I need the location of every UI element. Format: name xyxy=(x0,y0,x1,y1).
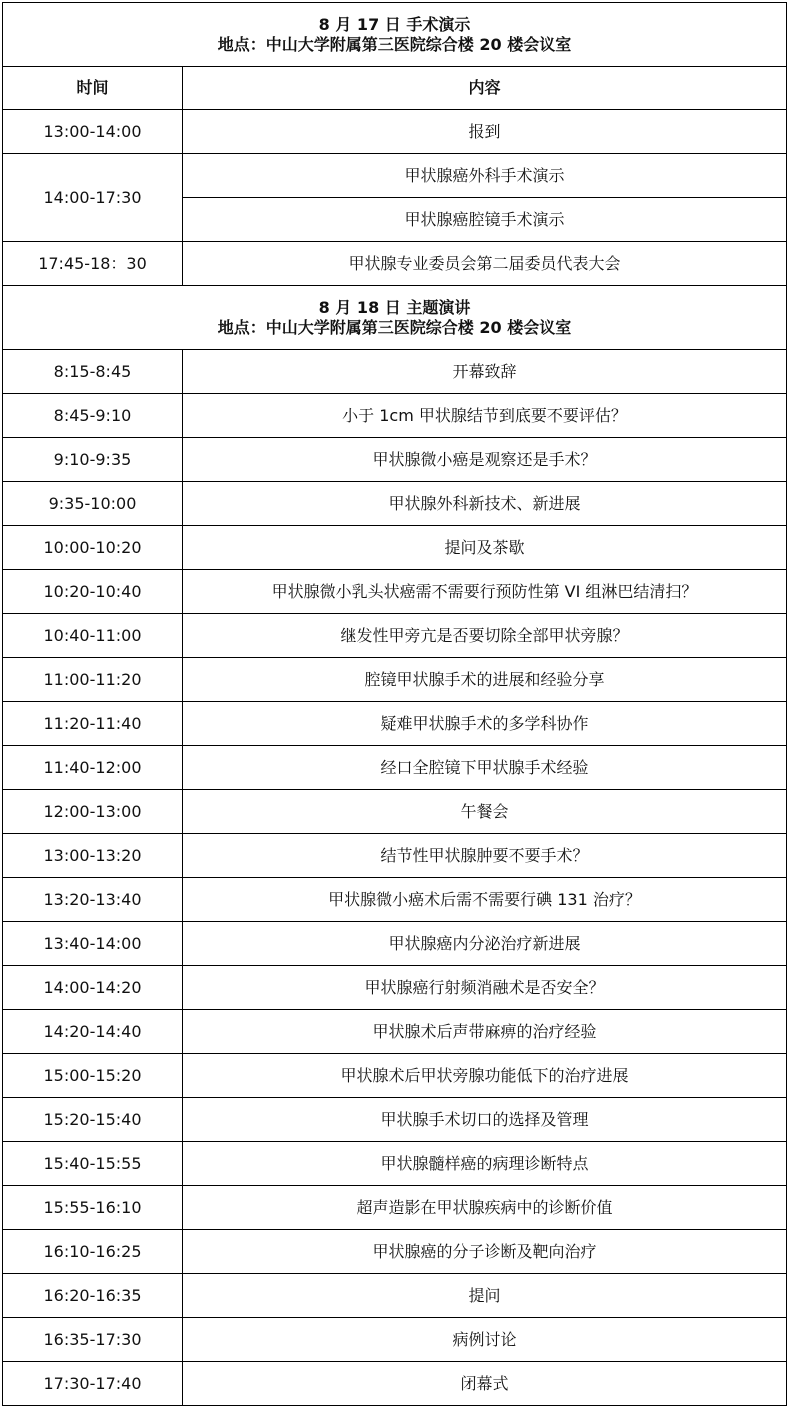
session-topic: 甲状腺癌内分泌治疗新进展 xyxy=(183,922,787,966)
table-row xyxy=(3,1274,787,1318)
day1-row-content: 报到 xyxy=(183,110,787,154)
session-time: 16:20-16:35 xyxy=(3,1274,183,1318)
session-time: 15:55-16:10 xyxy=(3,1186,183,1230)
day1-row-content: 甲状腺癌腔镜手术演示 xyxy=(183,198,787,242)
session-time: 10:40-11:00 xyxy=(3,614,183,658)
day1-row-content: 甲状腺癌外科手术演示 xyxy=(183,154,787,198)
session-time: 15:40-15:55 xyxy=(3,1142,183,1186)
session-time: 9:10-9:35 xyxy=(3,438,183,482)
day1-location: 地点：中山大学附属第三医院综合楼 20 楼会议室 xyxy=(217,34,572,54)
session-time: 8:45-9:10 xyxy=(3,394,183,438)
session-time: 14:00-14:20 xyxy=(3,966,183,1010)
table-row xyxy=(3,790,787,834)
session-topic: 腔镜甲状腺手术的进展和经验分享 xyxy=(183,658,787,702)
session-topic: 甲状腺微小癌术后需不需要行碘 131 治疗？ xyxy=(183,878,787,922)
table-row xyxy=(3,746,787,790)
day1-row-time: 13:00-14:00 xyxy=(3,110,183,154)
session-topic: 开幕致辞 xyxy=(183,350,787,394)
day1-row-time: 14:00-17:30 xyxy=(3,154,183,242)
session-time: 8:15-8:45 xyxy=(3,350,183,394)
table-row xyxy=(3,482,787,526)
table-row xyxy=(3,570,787,614)
session-topic: 提问及茶歇 xyxy=(183,526,787,570)
table-row xyxy=(3,1318,787,1362)
table-row xyxy=(3,438,787,482)
session-time: 14:20-14:40 xyxy=(3,1010,183,1054)
table-row xyxy=(3,1054,787,1098)
session-time: 15:20-15:40 xyxy=(3,1098,183,1142)
session-topic: 甲状腺术后甲状旁腺功能低下的治疗进展 xyxy=(183,1054,787,1098)
session-time: 16:35-17:30 xyxy=(3,1318,183,1362)
session-time: 10:20-10:40 xyxy=(3,570,183,614)
day1-row-time: 17:45-18：30 xyxy=(3,242,183,286)
session-topic: 甲状腺手术切口的选择及管理 xyxy=(183,1098,787,1142)
session-time: 15:00-15:20 xyxy=(3,1054,183,1098)
table-row xyxy=(3,834,787,878)
session-topic: 小于 1cm 甲状腺结节到底要不要评估？ xyxy=(183,394,787,438)
time-column-header: 时间 xyxy=(3,67,183,110)
table-row xyxy=(3,878,787,922)
session-topic: 甲状腺髓样癌的病理诊断特点 xyxy=(183,1142,787,1186)
session-topic: 疑难甲状腺手术的多学科协作 xyxy=(183,702,787,746)
session-topic: 提问 xyxy=(183,1274,787,1318)
session-time: 13:00-13:20 xyxy=(3,834,183,878)
day2-header xyxy=(3,286,787,350)
table-row xyxy=(3,1010,787,1054)
table-row xyxy=(3,614,787,658)
session-topic: 继发性甲旁亢是否要切除全部甲状旁腺？ xyxy=(183,614,787,658)
session-time: 9:35-10:00 xyxy=(3,482,183,526)
session-topic: 病例讨论 xyxy=(183,1318,787,1362)
table-row xyxy=(3,526,787,570)
session-topic: 甲状腺术后声带麻痹的治疗经验 xyxy=(183,1010,787,1054)
schedule-table xyxy=(2,2,787,1406)
table-row xyxy=(3,922,787,966)
day1-header xyxy=(3,3,787,67)
day2-location: 地点：中山大学附属第三医院综合楼 20 楼会议室 xyxy=(217,317,572,337)
session-time: 10:00-10:20 xyxy=(3,526,183,570)
session-time: 11:20-11:40 xyxy=(3,702,183,746)
session-topic: 午餐会 xyxy=(183,790,787,834)
session-topic: 甲状腺微小癌是观察还是手术？ xyxy=(183,438,787,482)
table-row xyxy=(3,1098,787,1142)
day2-title: 8 月 18 日 主题演讲 xyxy=(318,297,471,317)
session-topic: 甲状腺癌行射频消融术是否安全？ xyxy=(183,966,787,1010)
table-row xyxy=(3,702,787,746)
table-row xyxy=(3,1142,787,1186)
session-topic: 经口全腔镜下甲状腺手术经验 xyxy=(183,746,787,790)
day1-row-content: 甲状腺专业委员会第二届委员代表大会 xyxy=(183,242,787,286)
session-time: 11:40-12:00 xyxy=(3,746,183,790)
session-topic: 结节性甲状腺肿要不要手术？ xyxy=(183,834,787,878)
session-time: 17:30-17:40 xyxy=(3,1362,183,1406)
session-topic: 超声造影在甲状腺疾病中的诊断价值 xyxy=(183,1186,787,1230)
content-column-header: 内容 xyxy=(183,67,787,110)
table-row xyxy=(3,1186,787,1230)
day1-title: 8 月 17 日 手术演示 xyxy=(318,14,471,34)
session-topic: 闭幕式 xyxy=(183,1362,787,1406)
session-topic: 甲状腺癌的分子诊断及靶向治疗 xyxy=(183,1230,787,1274)
table-row xyxy=(3,1230,787,1274)
session-topic: 甲状腺外科新技术、新进展 xyxy=(183,482,787,526)
session-time: 13:20-13:40 xyxy=(3,878,183,922)
table-row xyxy=(3,394,787,438)
table-row xyxy=(3,658,787,702)
table-row xyxy=(3,1362,787,1406)
session-topic: 甲状腺微小乳头状癌需不需要行预防性第 VI 组淋巴结清扫？ xyxy=(183,570,787,614)
table-row xyxy=(3,350,787,394)
session-time: 12:00-13:00 xyxy=(3,790,183,834)
session-time: 11:00-11:20 xyxy=(3,658,183,702)
session-time: 13:40-14:00 xyxy=(3,922,183,966)
session-time: 16:10-16:25 xyxy=(3,1230,183,1274)
table-row xyxy=(3,966,787,1010)
